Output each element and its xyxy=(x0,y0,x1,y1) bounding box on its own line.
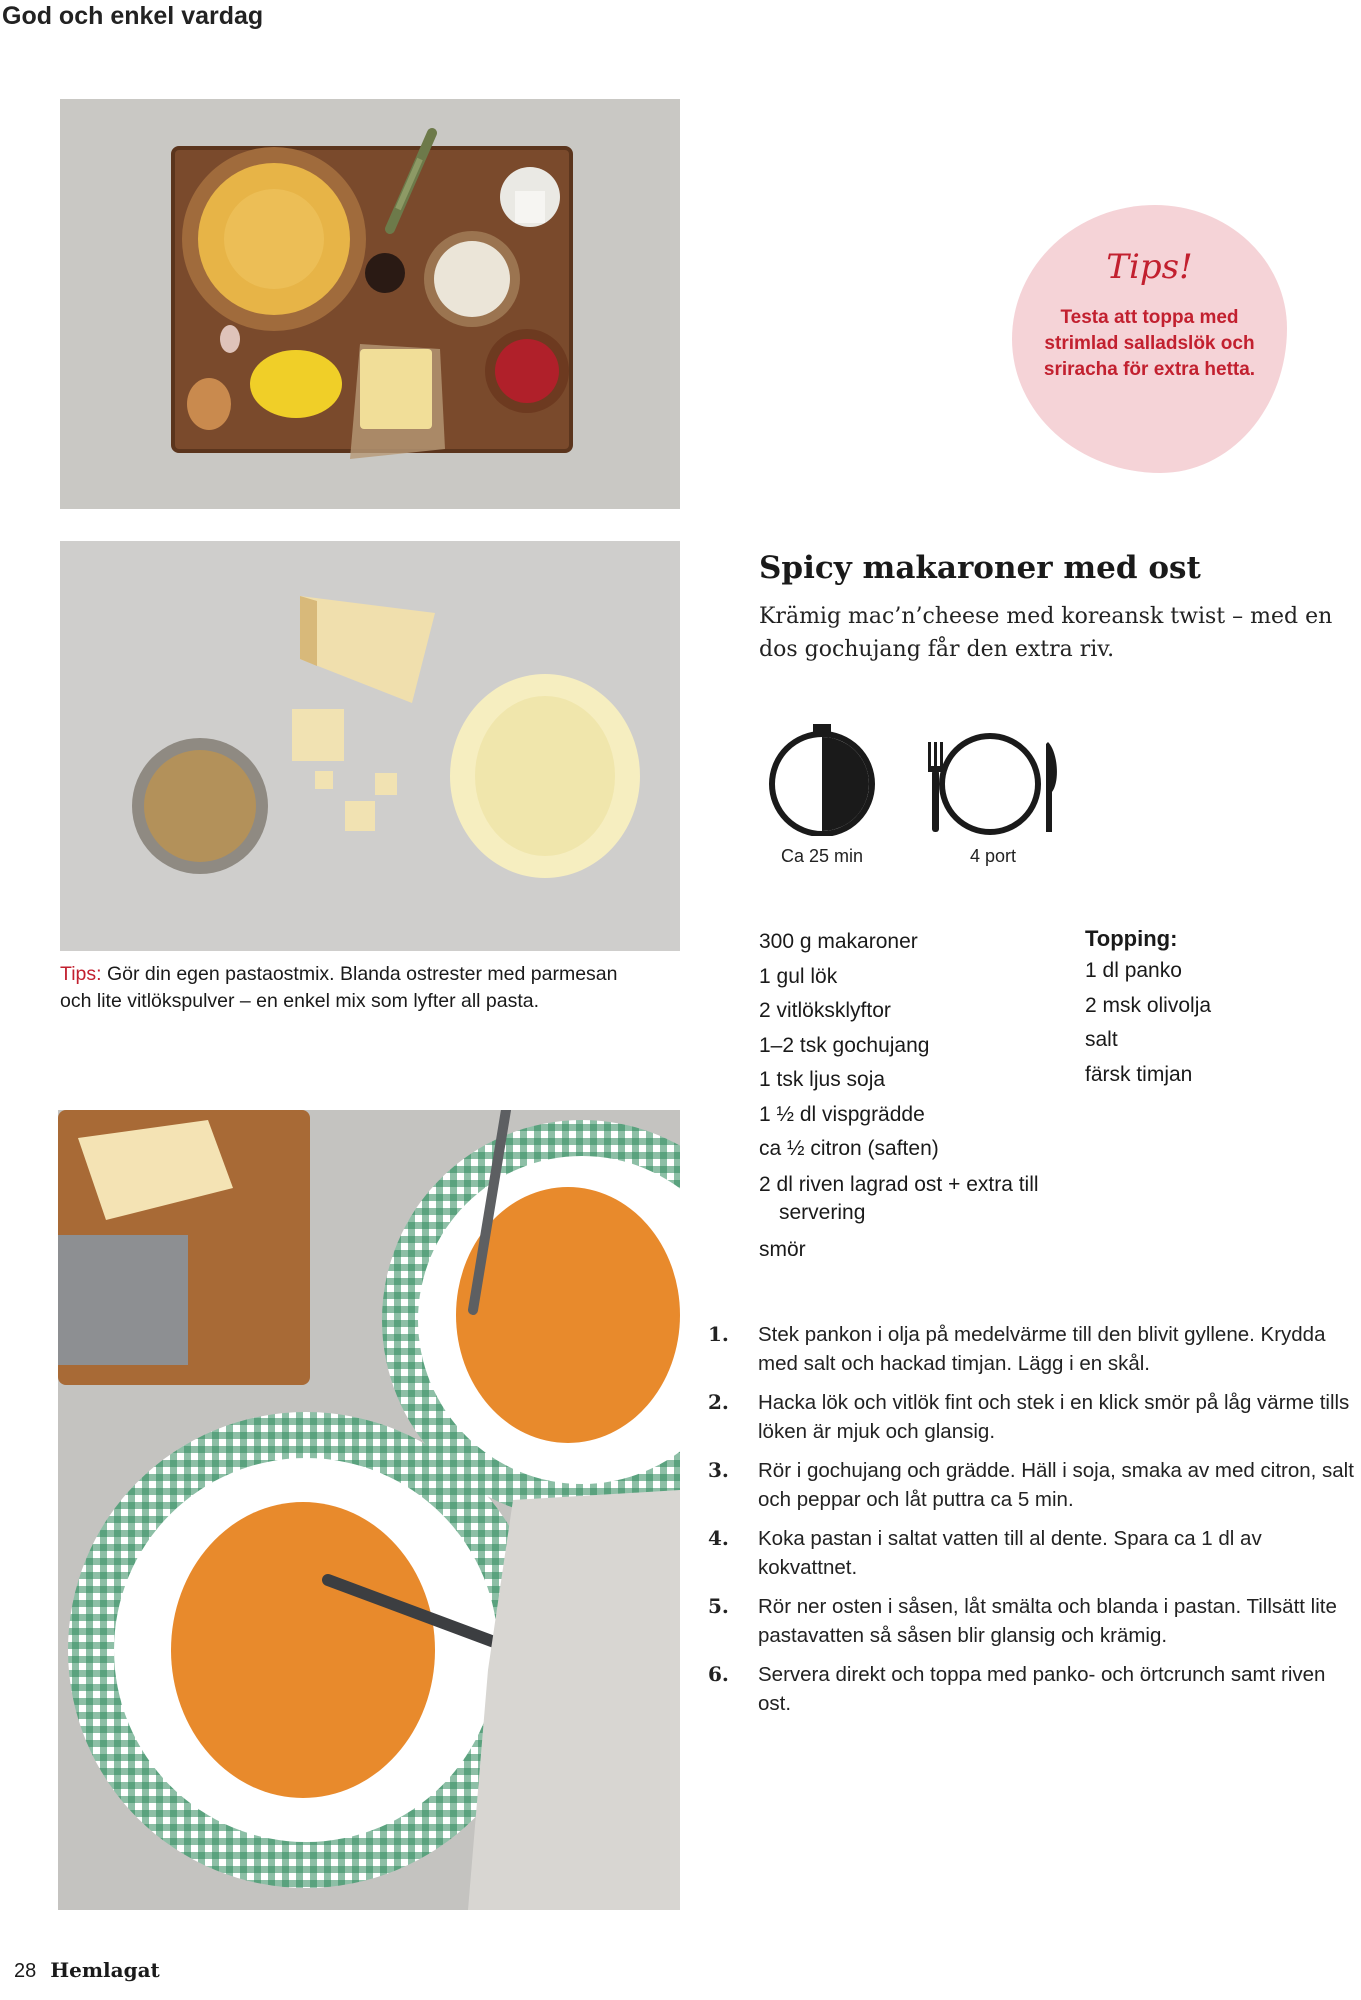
step-number: 4. xyxy=(708,1526,729,1550)
tips-bubble-text: Testa att toppa med strimlad salladslök och sriracha för extra hetta. xyxy=(1043,307,1256,380)
step-number: 1. xyxy=(708,1322,729,1346)
tips-bubble-title: Tips! xyxy=(1106,247,1193,287)
ingredient-item: smör xyxy=(759,1237,806,1261)
step-text: Koka pastan i saltat vatten till al dente. Spara ca 1 dl av kokvattnet. xyxy=(758,1527,1262,1579)
recipe-title: Spicy makaroner med ost xyxy=(759,550,1201,586)
step-text: Stek pankon i olja på medelvärme till den blivit gyllene. Krydda med salt och hackad timjan. Lägg i en skål. xyxy=(758,1323,1326,1375)
topping-item: 2 msk olivolja xyxy=(1085,993,1212,1017)
step-text: Rör ner osten i såsen, låt smälta och blanda i pastan. Tillsätt lite pastavatten så såsen blir glansig och krämig. xyxy=(758,1595,1337,1647)
recipe-subtitle: Krämig mac’n’cheese med koreansk twist – med en dos gochujang får den extra riv. xyxy=(759,604,1333,662)
step-number: 3. xyxy=(708,1458,729,1482)
topping-item: färsk timjan xyxy=(1085,1062,1193,1086)
topping-section xyxy=(1085,926,1325,1092)
topping-list xyxy=(1085,954,1325,1092)
ingredient-item: 1 ½ dl vispgrädde xyxy=(759,1102,925,1126)
step-item xyxy=(708,1320,1358,1378)
photo-tip-text: Gör din egen pastaostmix. Blanda ostrester med parmesan och lite vitlökspulver – en enkel mix som lyfter all pasta. xyxy=(60,963,618,1012)
portions-label: 4 port xyxy=(969,846,1017,866)
method-steps xyxy=(708,1320,1358,1728)
ingredient-item: 2 vitlöksklyftor xyxy=(759,999,891,1022)
ingredient-item: 300 g makaroner xyxy=(759,930,918,953)
time-label: Ca 25 min xyxy=(780,846,864,866)
topping-item: salt xyxy=(1085,1028,1118,1051)
ingredient-item: 1 gul lök xyxy=(759,964,838,988)
stopwatch-icon xyxy=(765,722,879,836)
photo-tip-caption xyxy=(60,961,645,1015)
ingredients-list xyxy=(759,925,1049,1267)
step-number: 6. xyxy=(708,1662,729,1686)
ingredient-item: 2 dl riven lagrad ost + extra till servering xyxy=(759,1172,1039,1224)
photo-tip-label: Tips: xyxy=(60,963,102,985)
section-heading: God och enkel vardag xyxy=(2,2,264,30)
step-item xyxy=(708,1592,1358,1650)
step-number: 5. xyxy=(708,1594,729,1618)
step-item xyxy=(708,1456,1358,1514)
ingredient-item: ca ½ citron (saften) xyxy=(759,1137,939,1160)
step-text: Hacka lök och vitlök fint och stek i en klick smör på låg värme tills löken är mjuk och glansig. xyxy=(758,1391,1350,1443)
step-text: Servera direkt och toppa med panko- och örtcrunch samt riven ost. xyxy=(758,1663,1326,1715)
portions-info xyxy=(918,722,1068,867)
step-text: Rör i gochujang och grädde. Häll i soja, smaka av med citron, salt och peppar och låt puttra ca 5 min. xyxy=(758,1459,1354,1511)
topping-item: 1 dl panko xyxy=(1085,959,1182,982)
ingredient-item: 1 tsk ljus soja xyxy=(759,1068,886,1091)
page-number: 28 xyxy=(14,1960,37,1982)
topping-heading: Topping: xyxy=(1085,926,1178,951)
plate-fork-knife-icon xyxy=(920,722,1066,836)
ingredient-item: 1–2 tsk gochujang xyxy=(759,1033,930,1057)
tips-bubble xyxy=(1012,205,1287,473)
step-item xyxy=(708,1388,1358,1446)
step-number: 2. xyxy=(708,1390,729,1414)
step-item xyxy=(708,1524,1358,1582)
step-item xyxy=(708,1660,1358,1718)
page-footer xyxy=(14,1958,160,1983)
time-info xyxy=(762,722,882,867)
cheese-photo xyxy=(60,541,680,951)
magazine-name: Hemlagat xyxy=(50,1958,160,1982)
served-dish-photo xyxy=(58,1110,680,1910)
ingredients-photo xyxy=(60,99,680,509)
